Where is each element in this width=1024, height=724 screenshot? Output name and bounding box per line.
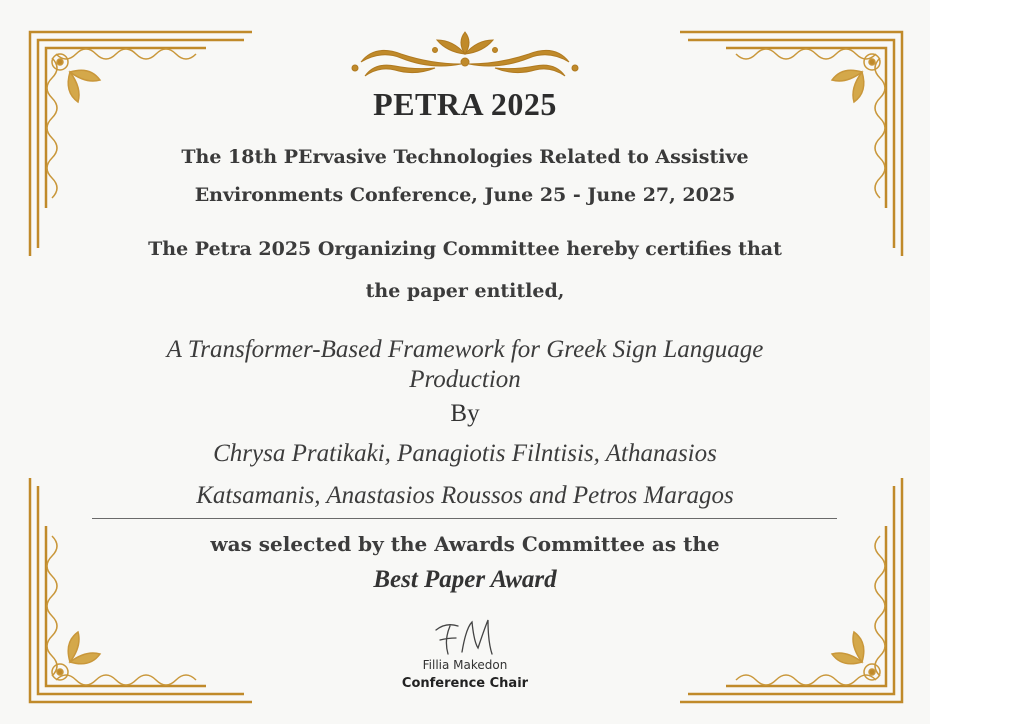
certify-line-1: The Petra 2025 Organizing Committee hereby certifies that (148, 238, 782, 260)
corner-ornament-top-left (26, 28, 256, 260)
divider-rule (92, 518, 837, 519)
paper-title-line-1: A Transformer-Based Framework for Greek Sign Language (166, 336, 764, 363)
authors-line-2: Katsamanis, Anastasios Roussos and Petros Maragos (196, 482, 734, 509)
authors-line-1: Chrysa Pratikaki, Panagiotis Filntisis, Athanasios (213, 440, 717, 467)
by-label: By (450, 400, 480, 427)
signatory-role: Conference Chair (401, 676, 529, 691)
paper-title-line-2: Production (409, 366, 521, 393)
certify-line-2: the paper entitled, (365, 280, 565, 302)
certificate-title: PETRA 2025 (373, 86, 557, 122)
award-name: Best Paper Award (373, 566, 557, 593)
selected-line: was selected by the Awards Committee as the (210, 532, 720, 556)
conference-line-2: Environments Conference, June 25 - June 27, 2025 (194, 184, 736, 206)
signatory-name: Fillia Makedon (422, 658, 508, 672)
corner-ornament-top-right (676, 28, 906, 260)
header-flourish-ornament (335, 28, 595, 85)
conference-line-1: The 18th PErvasive Technologies Related to Assistive (181, 146, 749, 168)
